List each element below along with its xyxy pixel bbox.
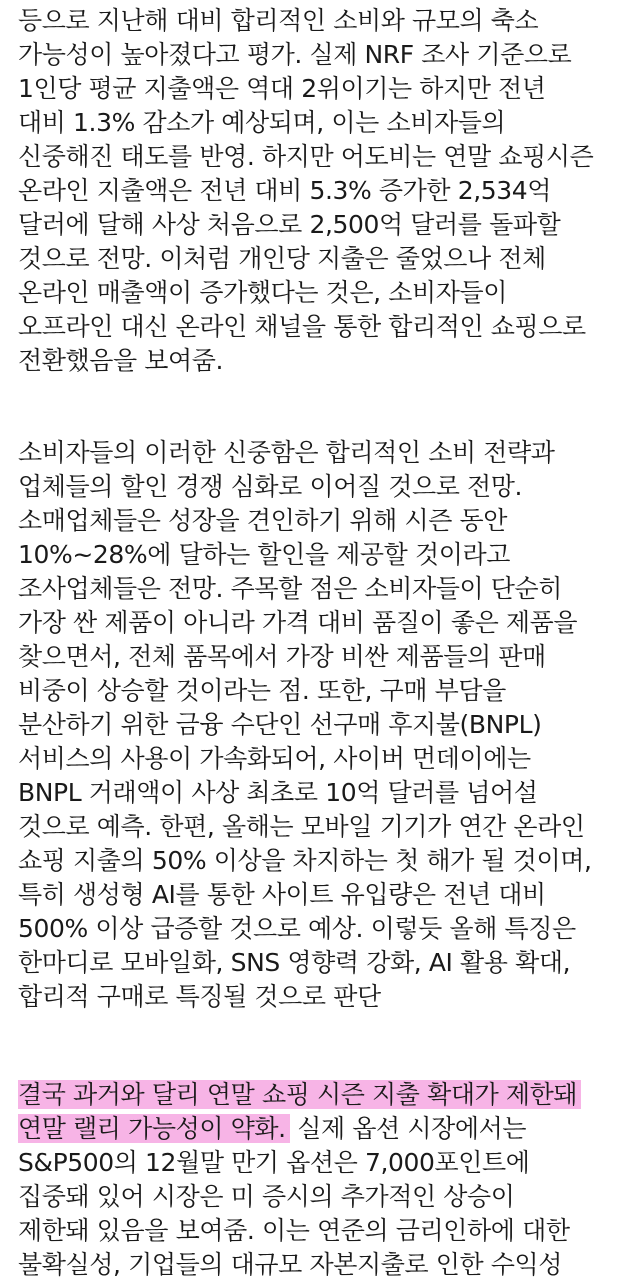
text-line <box>18 1078 581 1112</box>
text-line <box>18 980 381 1014</box>
text-run: S&P500의 12월말 만기 옵션은 7,000포인트에 <box>18 1148 530 1177</box>
text-run: 특히 생성형 AI를 통한 사이트 유입량은 전년 대비 <box>18 880 546 909</box>
text-line <box>18 310 586 344</box>
text-line <box>18 344 223 378</box>
text-line <box>18 470 522 504</box>
text-line <box>18 844 592 878</box>
highlighted-text-run: 연말 랠리 가능성이 약화. <box>18 1114 290 1143</box>
text-run: 가장 싼 제품이 아니라 가격 대비 품질이 좋은 제품을 <box>18 608 578 637</box>
text-run: 등으로 지난해 대비 합리적인 소비와 규모의 축소 <box>18 6 539 35</box>
text-run: 조사업체들은 전망. 주목할 점은 소비자들이 단순히 <box>18 574 563 603</box>
text-line <box>18 1214 570 1248</box>
text-line <box>18 640 546 674</box>
text-run: 10%~28%에 달하는 할인을 제공할 것이라고 <box>18 540 510 569</box>
text-run: 1인당 평균 지출액은 역대 2위이기는 하지만 전년 <box>18 74 546 103</box>
text-run: 쇼핑 지출의 50% 이상을 차지하는 첫 해가 될 것이며, <box>18 846 592 875</box>
text-line <box>18 708 541 742</box>
text-line <box>18 606 577 640</box>
text-run: 온라인 매출액이 증가했다는 것은, 소비자들이 <box>18 278 507 307</box>
text-line <box>18 38 571 72</box>
text-line <box>18 572 562 606</box>
text-line <box>18 878 546 912</box>
text-line <box>18 276 507 310</box>
text-run: 분산하기 위한 금융 수단인 선구매 후지불(BNPL) <box>18 710 542 739</box>
text-run: 전환했음을 보여줌. <box>18 346 224 375</box>
text-run: 업체들의 할인 경쟁 심화로 이어질 것으로 전망. <box>18 472 523 501</box>
text-run: 합리적 구매로 특징될 것으로 판단 <box>18 982 381 1011</box>
text-run: 찾으면서, 전체 품목에서 가장 비싼 제품들의 판매 <box>18 642 546 671</box>
text-line <box>18 946 570 980</box>
text-line <box>18 1146 530 1180</box>
text-run: 신중해진 태도를 반영. 하지만 어도비는 연말 쇼핑시즌 <box>18 142 594 171</box>
text-run: 가능성이 높아졌다고 평가. 실제 NRF 조사 기준으로 <box>18 40 572 69</box>
text-line <box>18 208 560 242</box>
text-run: 500% 이상 급증할 것으로 예상. 이렇듯 올해 특징은 <box>18 914 576 943</box>
text-run: 소매업체들은 성장을 견인하기 위해 시즌 동안 <box>18 506 507 535</box>
text-line <box>18 140 593 174</box>
text-line <box>18 810 585 844</box>
text-run: 오프라인 대신 온라인 채널을 통한 합리적인 쇼핑으로 <box>18 312 586 341</box>
text-run: 달러에 달해 사상 처음으로 2,500억 달러를 돌파할 <box>18 210 561 239</box>
text-line <box>18 106 505 140</box>
text-line <box>18 436 555 470</box>
text-run: 한마디로 모바일화, SNS 영향력 강화, AI 활용 확대, <box>18 948 571 977</box>
text-line <box>18 1180 515 1214</box>
text-line <box>18 912 576 946</box>
highlighted-text-run: 결국 과거와 달리 연말 쇼핑 시즌 지출 확대가 제한돼 <box>18 1080 581 1109</box>
text-run: 소비자들의 이러한 신중함은 합리적인 소비 전략과 <box>18 438 555 467</box>
text-line <box>18 4 538 38</box>
text-run: BNPL 거래액이 사상 최초로 10억 달러를 넘어설 <box>18 778 538 807</box>
text-run: 제한돼 있음을 보여줌. 이는 연준의 금리인하에 대한 <box>18 1216 570 1245</box>
text-line <box>18 538 510 572</box>
text-line <box>18 776 538 810</box>
text-run: 것으로 예측. 한편, 올해는 모바일 기기가 연간 온라인 <box>18 812 585 841</box>
text-line <box>18 1248 562 1280</box>
text-line <box>18 742 531 776</box>
text-run: 온라인 지출액은 전년 대비 5.3% 증가한 2,534억 <box>18 176 552 205</box>
text-run: 실제 옵션 시장에서는 <box>289 1114 527 1143</box>
text-run: 것으로 전망. 이처럼 개인당 지출은 줄었으나 전체 <box>18 244 546 273</box>
text-line <box>18 504 507 538</box>
text-line <box>18 674 506 708</box>
text-line <box>18 242 546 276</box>
text-run: 집중돼 있어 시장은 미 증시의 추가적인 상승이 <box>18 1182 515 1211</box>
text-run: 대비 1.3% 감소가 예상되며, 이는 소비자들의 <box>18 108 506 137</box>
text-run: 비중이 상승할 것이라는 점. 또한, 구매 부담을 <box>18 676 506 705</box>
text-run: 불확실성, 기업들의 대규모 자본지출로 인한 수익성 <box>18 1250 563 1279</box>
text-line <box>18 1112 526 1146</box>
text-run: 서비스의 사용이 가속화되어, 사이버 먼데이에는 <box>18 744 531 773</box>
text-line <box>18 174 551 208</box>
text-line <box>18 72 546 106</box>
